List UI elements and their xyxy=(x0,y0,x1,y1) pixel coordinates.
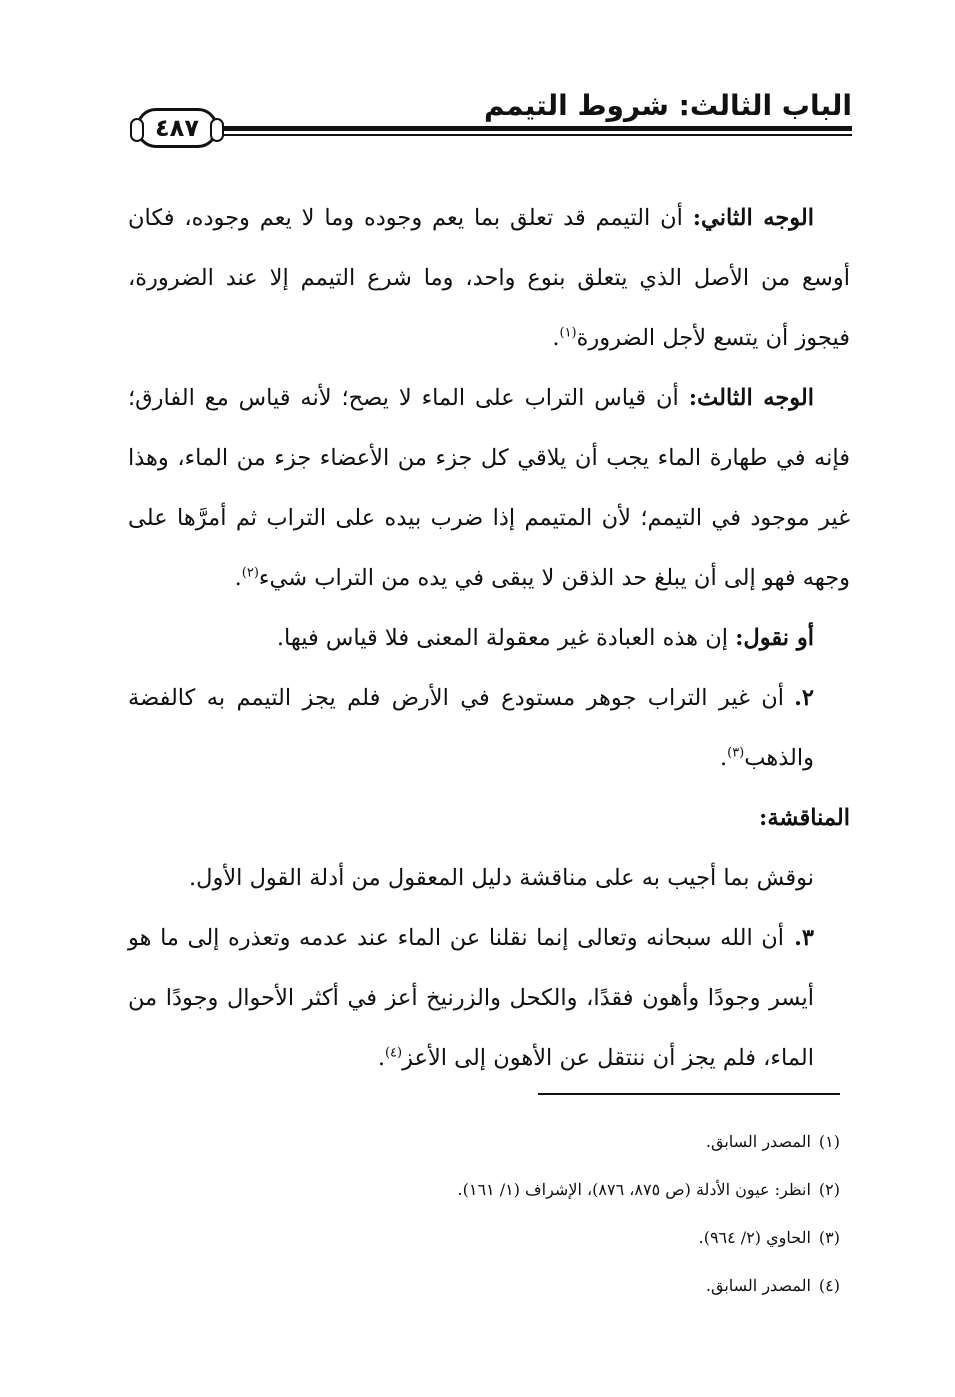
chapter-title: الباب الثالث: شروط التيمم xyxy=(484,89,852,122)
paragraph-text: أن الله سبحانه وتعالى إنما نقلنا عن الماء عند عدمه وتعذره إلى ما هو أيسر وجودًا وأهون فقدًا، والكحل والزرنيخ أعز في أكثر الأحوال وجودًا من الماء، فلم يجز أن ننتقل عن الأهون إلى الأعز xyxy=(128,925,814,1071)
paragraph-text: أن قياس التراب على الماء لا يصح؛ لأنه قياس مع الفارق؛ فإنه في طهارة الماء يجب أن يلاقي كل جزء من الأعضاء جزء من الماء، وهذا غير موجود في التيمم؛ لأن المتيمم إذا ضرب بيده على التراب ثم أمرَّها على وجهه فهو إلى أن يبلغ حد الذقن لا يبقى في يده من التراب شيء xyxy=(128,385,850,591)
list-number: ٣. xyxy=(794,925,814,951)
paragraph-end: . xyxy=(552,325,560,351)
footnotes xyxy=(128,1118,840,1310)
paragraph-second-aspect xyxy=(128,188,850,368)
footnote-item xyxy=(128,1166,840,1214)
paragraph-label: أو نقول: xyxy=(735,625,814,651)
footnote-text: المصدر السابق. xyxy=(705,1132,811,1151)
footnote-text: المصدر السابق. xyxy=(705,1276,811,1295)
page-header xyxy=(130,78,852,158)
paragraph-third-aspect xyxy=(128,368,850,608)
header-rule-thick xyxy=(208,126,852,131)
footnote-ref: (٢) xyxy=(241,565,259,581)
footnote-ref: (٣) xyxy=(727,745,745,761)
paragraph-label: الوجه الثالث: xyxy=(688,385,814,411)
footnote-separator xyxy=(538,1093,840,1095)
paragraph-end: . xyxy=(234,565,242,591)
paragraph-or-we-say xyxy=(128,608,850,668)
main-text xyxy=(128,188,850,1088)
footnote-text: انظر: عيون الأدلة (ص ٨٧٥، ٨٧٦)، الإشراف (١/ ١٦١). xyxy=(457,1180,811,1199)
page-number-badge xyxy=(136,108,218,148)
paragraph-text: أن غير التراب جوهر مستودع في الأرض فلم يجز التيمم به كالفضة والذهب xyxy=(128,685,814,771)
footnote-item xyxy=(128,1262,840,1310)
footnote-number: (١) xyxy=(818,1132,840,1151)
section-heading-discussion: المناقشة: xyxy=(759,805,850,831)
page-number: ٤٨٧ xyxy=(155,114,199,142)
footnote-number: (٣) xyxy=(818,1228,840,1247)
footnote-number: (٢) xyxy=(818,1180,840,1199)
footnote-item xyxy=(128,1214,840,1262)
list-number: ٢. xyxy=(794,685,814,711)
footnote-number: (٤) xyxy=(818,1276,840,1295)
paragraph-text: أن التيمم قد تعلق بما يعم وجوده وما لا يعم وجوده، فكان أوسع من الأصل الذي يتعلق بنوع واحد، وما شرع التيمم إلا عند الضرورة، فيجوز أن يتسع لأجل الضرورة xyxy=(128,205,850,351)
paragraph-text: نوقش بما أجيب به على مناقشة دليل المعقول من أدلة القول الأول. xyxy=(188,865,814,891)
paragraph-end: . xyxy=(377,1045,385,1071)
footnote-ref: (٤) xyxy=(384,1045,403,1061)
paragraph-end: . xyxy=(719,745,728,771)
footnote-text: الحاوي (٢/ ٩٦٤). xyxy=(698,1228,811,1247)
header-rule-thin xyxy=(208,134,852,136)
list-item-2 xyxy=(128,668,850,788)
paragraph-text: إن هذه العبادة غير معقولة المعنى فلا قياس فيها. xyxy=(276,625,736,651)
footnote-item xyxy=(128,1118,840,1166)
paragraph-label: الوجه الثاني: xyxy=(692,205,815,231)
list-item-3 xyxy=(128,908,850,1088)
paragraph-discussion xyxy=(128,848,850,908)
footnote-ref: (١) xyxy=(559,325,577,341)
